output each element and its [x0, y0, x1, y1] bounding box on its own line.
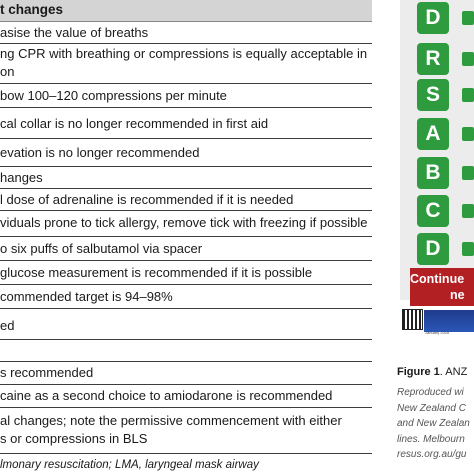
step-detail-bar — [462, 11, 474, 25]
table-row — [0, 237, 372, 261]
figure-date: January 2016 — [425, 330, 450, 335]
table-row-text: commended target is 94–98% — [0, 289, 173, 304]
table-row-text: evation is no longer recommended — [0, 145, 200, 160]
table-row — [0, 408, 372, 454]
step-r-response: R — [417, 43, 449, 75]
step-detail-bar — [462, 88, 474, 102]
table-footnote: lmonary resuscitation; LMA, laryngeal mask airway — [0, 459, 259, 471]
table-row — [0, 189, 372, 211]
table-row-text: on — [0, 64, 15, 79]
caption-line: Reproduced wi — [397, 387, 464, 398]
table-row-text: ng CPR with breathing or compressions is equally acceptable in — [0, 46, 368, 61]
table-row-text: glucose measurement is recommended if it is possible — [0, 265, 313, 280]
table-header-label: t changes — [0, 2, 64, 17]
table-row-text: caine as a second choice to amiodarone is recommended — [0, 388, 333, 403]
step-s-send: S — [417, 79, 449, 111]
caption-line: New Zealand C — [397, 402, 466, 414]
table-row-text: asise the value of breaths — [0, 25, 149, 40]
logo-strip — [424, 310, 474, 332]
drsabcd-figure — [386, 0, 474, 474]
figure-title — [397, 366, 467, 378]
step-detail-bar — [462, 127, 474, 141]
step-b-breathing: B — [417, 157, 449, 189]
table-row — [0, 261, 372, 285]
table-row-text: al changes; note the permissive commencement with either — [0, 413, 342, 428]
table-row — [0, 309, 372, 340]
table-row — [0, 139, 372, 167]
table-row — [0, 385, 372, 408]
step-d-defibrillation: D — [417, 233, 449, 265]
table-row-text: bow 100–120 compressions per minute — [0, 88, 227, 103]
step-detail-bar — [462, 52, 474, 66]
caption-line: lines. Melbourn — [397, 433, 465, 445]
table-row — [0, 340, 372, 362]
table-row-text: cal collar is no longer recommended in first aid — [0, 116, 269, 131]
figure-caption — [397, 385, 470, 463]
continue-line: ne — [450, 288, 465, 302]
step-c-cpr: C — [417, 195, 449, 227]
caption-line: resus.org.au/gu — [397, 449, 467, 461]
continue-banner — [410, 268, 474, 306]
table-row — [0, 167, 372, 189]
step-d-danger: D — [417, 2, 449, 34]
figure-title-rest: . ANZ — [439, 366, 468, 378]
table-row — [0, 108, 372, 139]
table-row-text: o six puffs of salbutamol via spacer — [0, 241, 203, 256]
step-a-airway: A — [417, 118, 449, 150]
table-row — [0, 285, 372, 309]
table-row — [0, 44, 372, 84]
table-row-text: viduals prone to tick allergy, remove tick with freezing if possible — [0, 215, 368, 230]
table-row-text: s or compressions in BLS — [0, 431, 148, 446]
table-row-text: l dose of adrenaline is recommended if it is needed — [0, 192, 294, 207]
step-detail-bar — [462, 166, 474, 180]
step-detail-bar — [462, 204, 474, 218]
continue-line: Continue — [410, 272, 465, 286]
table-row — [0, 362, 372, 385]
table-row-text: s recommended — [0, 365, 94, 380]
table-row-text: ed — [0, 318, 15, 333]
qr-code-icon — [402, 309, 423, 330]
caption-line: and New Zealan — [397, 418, 470, 430]
table-row — [0, 211, 372, 237]
table-row — [0, 21, 372, 44]
table-header — [0, 0, 372, 22]
table-row-text: hanges — [0, 170, 43, 185]
step-detail-bar — [462, 242, 474, 256]
table-row — [0, 84, 372, 108]
figure-title-label: Figure 1 — [397, 366, 440, 378]
